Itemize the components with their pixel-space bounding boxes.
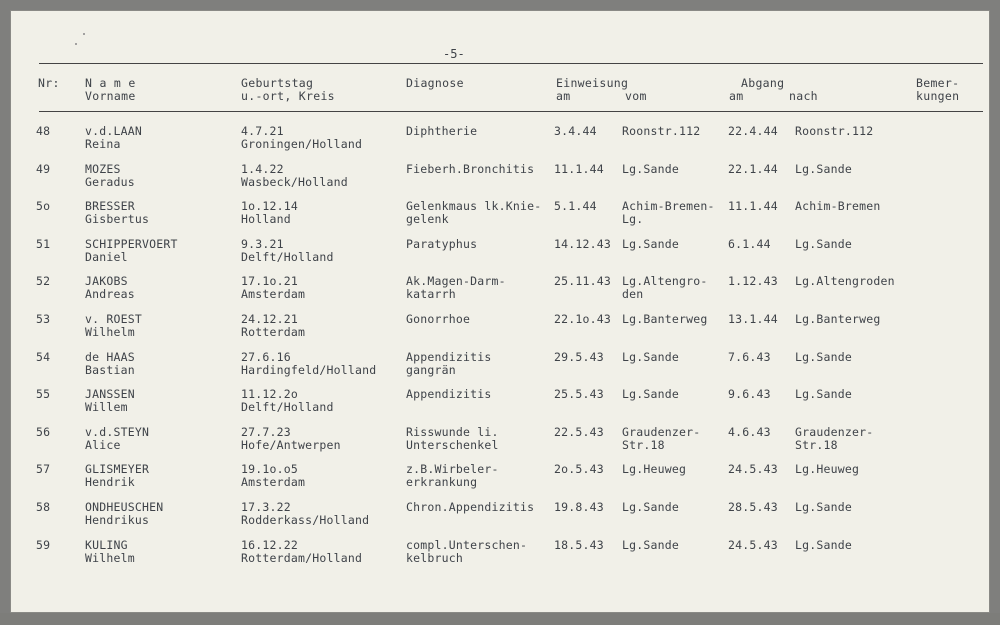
cell-nr: 53: [36, 312, 51, 326]
cell-vorname: Reina: [85, 137, 121, 151]
cell-geb: 11.12.2o: [241, 387, 298, 402]
cell-diag: Diphtherie: [406, 124, 478, 138]
cell-name: v.d.LAAN: [85, 124, 142, 138]
cell-ein_am: 19.8.43: [554, 500, 604, 514]
cell-ein_am: 2o.5.43: [554, 462, 604, 477]
cell-ein_am: 25.5.43: [554, 387, 604, 402]
cell-vorname: Andreas: [85, 287, 135, 302]
cell-geb: 16.12.22: [241, 537, 298, 552]
cell-vom: Lg.Sande: [622, 387, 679, 402]
cell-vom: Lg.Altengro-: [622, 274, 708, 289]
cell-ort: Rotterdam/Holland: [241, 550, 363, 565]
paper-speck: [75, 43, 77, 45]
cell-diag: Appendizitis: [406, 349, 492, 364]
cell-name: SCHIPPERVOERT: [85, 236, 178, 251]
header-name: N a m e: [85, 76, 136, 90]
cell-ein_am: 5.1.44: [554, 199, 597, 214]
cell-geb: 19.1o.o5: [241, 462, 298, 477]
cell-diag: katarrh: [406, 287, 456, 302]
cell-ein_am: 25.11.43: [554, 274, 611, 289]
header-bemerkungen: Bemer-: [916, 76, 960, 90]
cell-name: ONDHEUSCHEN: [85, 500, 164, 514]
cell-vom: Graudenzer-: [622, 424, 701, 439]
cell-ab_am: 28.5.43: [728, 500, 778, 514]
cell-vom: Lg.Heuweg: [622, 462, 687, 477]
cell-vom: Lg.Sande: [622, 236, 679, 251]
header-diagnose: Diagnose: [406, 76, 464, 90]
cell-name: de HAAS: [85, 349, 135, 364]
cell-nr: 5o: [36, 199, 51, 214]
cell-nach: Roonstr.112: [795, 124, 874, 138]
cell-ort: Hardingfeld/Holland: [241, 362, 377, 377]
cell-diag: Unterschenkel: [406, 437, 499, 452]
cell-diag: Gonorrhoe: [406, 312, 471, 326]
cell-diag: Chron.Appendizitis: [406, 500, 535, 514]
cell-diag: gangrän: [406, 362, 456, 377]
cell-vom: Lg.Sande: [622, 537, 679, 552]
page-number: -5-: [443, 47, 465, 61]
cell-geb: 1o.12.14: [241, 199, 298, 214]
cell-ein_am: 22.1o.43: [554, 312, 611, 326]
cell-name: GLISMEYER: [85, 462, 150, 477]
cell-vorname: Daniel: [85, 249, 128, 264]
cell-ort: Delft/Holland: [241, 400, 334, 415]
cell-ort: Rotterdam: [241, 325, 306, 339]
header-top-rule: [39, 63, 983, 64]
cell-vom: Lg.Sande: [622, 161, 679, 176]
cell-name: BRESSER: [85, 199, 135, 214]
cell-ab_am: 22.4.44: [728, 124, 778, 138]
cell-vorname: Hendrikus: [85, 513, 150, 527]
cell-diag: erkrankung: [406, 475, 478, 490]
cell-nach: Lg.Sande: [795, 236, 852, 251]
cell-nach: Lg.Sande: [795, 349, 852, 364]
cell-vorname: Wilhelm: [85, 550, 135, 565]
cell-name: JAKOBS: [85, 274, 128, 289]
cell-nach: Lg.Sande: [795, 161, 852, 176]
cell-nach: Lg.Sande: [795, 500, 852, 514]
cell-ort: Wasbeck/Holland: [241, 174, 348, 189]
cell-geb: 4.7.21: [241, 124, 284, 138]
cell-vorname: Wilhelm: [85, 325, 135, 339]
cell-diag: compl.Unterschen-: [406, 537, 528, 552]
cell-vom: Str.18: [622, 437, 665, 452]
cell-ein_am: 14.12.43: [554, 236, 611, 251]
cell-vorname: Bastian: [85, 362, 135, 377]
cell-nach: Lg.Sande: [795, 387, 852, 402]
cell-name: v. ROEST: [85, 312, 142, 326]
header-abgang: Abgang: [741, 76, 785, 90]
cell-nr: 49: [36, 161, 51, 176]
cell-ein_am: 18.5.43: [554, 537, 604, 552]
cell-nr: 54: [36, 349, 51, 364]
cell-ab_am: 22.1.44: [728, 161, 778, 176]
cell-geb: 27.7.23: [241, 424, 291, 439]
cell-geb: 9.3.21: [241, 236, 284, 251]
cell-vorname: Geradus: [85, 174, 135, 189]
cell-ort: Hofe/Antwerpen: [241, 437, 341, 452]
cell-diag: z.B.Wirbeler-: [406, 462, 499, 477]
cell-ab_am: 1.12.43: [728, 274, 778, 289]
cell-ab_am: 7.6.43: [728, 349, 771, 364]
cell-geb: 27.6.16: [241, 349, 291, 364]
cell-nach: Lg.Heuweg: [795, 462, 860, 477]
cell-ein_am: 29.5.43: [554, 349, 604, 364]
cell-nr: 58: [36, 500, 51, 514]
header-abgang-am: am: [729, 89, 744, 103]
cell-ab_am: 13.1.44: [728, 312, 778, 326]
cell-vorname: Gisbertus: [85, 212, 150, 227]
cell-ort: Rodderkass/Holland: [241, 513, 370, 527]
header-abgang-nach: nach: [789, 89, 818, 103]
cell-vom: Lg.Sande: [622, 500, 679, 514]
header-einweisung-am: am: [556, 89, 571, 103]
paper-speck: [83, 33, 85, 35]
cell-ab_am: 24.5.43: [728, 537, 778, 552]
cell-ort: Amsterdam: [241, 287, 306, 302]
header-einweisung-vom: vom: [625, 89, 647, 103]
header-ort: u.-ort, Kreis: [241, 89, 335, 103]
cell-vorname: Willem: [85, 400, 128, 415]
cell-vorname: Alice: [85, 437, 121, 452]
cell-ort: Delft/Holland: [241, 249, 334, 264]
scan-background: [0, 613, 1000, 625]
cell-name: MOZES: [85, 161, 121, 176]
cell-geb: 17.1o.21: [241, 274, 298, 289]
cell-nach: Lg.Sande: [795, 537, 852, 552]
cell-nach: Str.18: [795, 437, 838, 452]
cell-name: KULING: [85, 537, 128, 552]
cell-ab_am: 9.6.43: [728, 387, 771, 402]
cell-nach: Lg.Altengroden: [795, 274, 895, 289]
cell-nr: 59: [36, 537, 51, 552]
cell-nach: Lg.Banterweg: [795, 312, 881, 326]
cell-vom: Lg.Sande: [622, 349, 679, 364]
cell-diag: Appendizitis: [406, 387, 492, 402]
cell-nr: 56: [36, 424, 51, 439]
cell-vom: den: [622, 287, 644, 302]
cell-ort: Holland: [241, 212, 291, 227]
cell-nr: 48: [36, 124, 51, 138]
cell-diag: Paratyphus: [406, 236, 478, 251]
cell-vom: Lg.Banterweg: [622, 312, 708, 326]
header-bemerkungen: kungen: [916, 89, 960, 103]
cell-geb: 1.4.22: [241, 161, 284, 176]
cell-vom: Lg.: [622, 212, 644, 227]
cell-name: v.d.STEYN: [85, 424, 150, 439]
cell-nach: Graudenzer-: [795, 424, 874, 439]
cell-vom: Achim-Bremen-: [622, 199, 715, 214]
cell-diag: Fieberh.Bronchitis: [406, 161, 535, 176]
header-geburtstag: Geburtstag: [241, 76, 314, 90]
cell-nr: 55: [36, 387, 51, 402]
cell-vorname: Hendrik: [85, 475, 135, 490]
header-vorname: Vorname: [85, 89, 136, 103]
cell-vom: Roonstr.112: [622, 124, 701, 138]
cell-ab_am: 11.1.44: [728, 199, 778, 214]
cell-diag: Risswunde li.: [406, 424, 499, 439]
cell-nr: 51: [36, 236, 51, 251]
header-nr: Nr:: [38, 76, 60, 90]
cell-ein_am: 11.1.44: [554, 161, 604, 176]
cell-ort: Groningen/Holland: [241, 137, 363, 151]
cell-diag: Ak.Magen-Darm-: [406, 274, 506, 289]
cell-diag: kelbruch: [406, 550, 463, 565]
document-sheet: [10, 10, 990, 613]
cell-nr: 57: [36, 462, 51, 477]
cell-ab_am: 24.5.43: [728, 462, 778, 477]
cell-ab_am: 6.1.44: [728, 236, 771, 251]
header-einweisung: Einweisung: [556, 76, 629, 90]
cell-ab_am: 4.6.43: [728, 424, 771, 439]
cell-ort: Amsterdam: [241, 475, 306, 490]
cell-diag: Gelenkmaus lk.Knie-: [406, 199, 542, 214]
cell-name: JANSSEN: [85, 387, 135, 402]
cell-ein_am: 22.5.43: [554, 424, 604, 439]
cell-geb: 24.12.21: [241, 312, 298, 326]
cell-diag: gelenk: [406, 212, 449, 227]
cell-geb: 17.3.22: [241, 500, 291, 514]
header-bottom-rule: [39, 111, 983, 112]
cell-nr: 52: [36, 274, 51, 289]
cell-ein_am: 3.4.44: [554, 124, 597, 138]
cell-nach: Achim-Bremen: [795, 199, 881, 214]
